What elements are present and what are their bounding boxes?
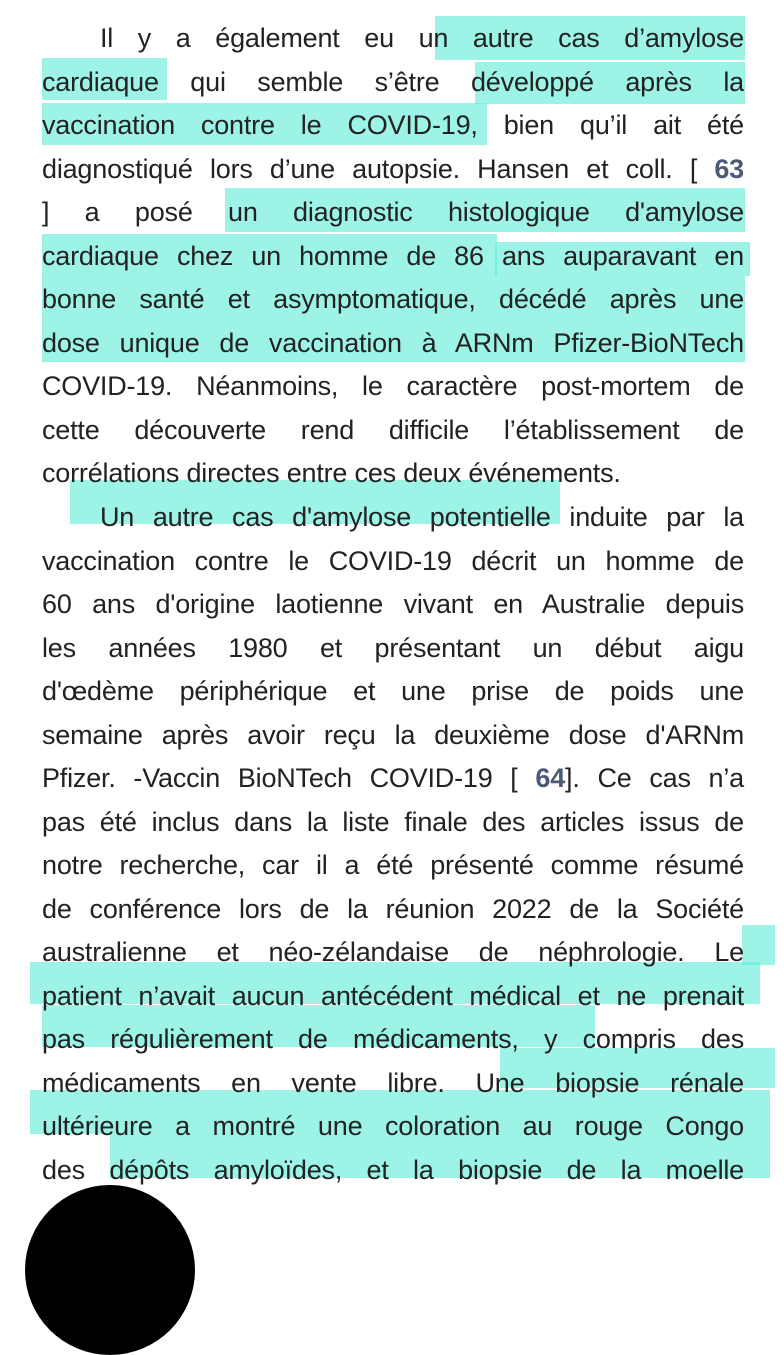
text-line: COVID-19. Néanmoins, le caractère post-mortem de (42, 371, 744, 401)
floating-button[interactable] (25, 1185, 195, 1355)
text-line: diagnostiqué lors d’une autopsie. Hansen et coll. [ 63 (42, 154, 744, 184)
text-line: de conférence lors de la réunion 2022 de la Société (42, 894, 744, 924)
text-line: des dépôts amyloïdes, et la biopsie de la moelle (42, 1155, 744, 1185)
text-line: ultérieure a montré une coloration au rouge Congo (42, 1111, 744, 1141)
text-line: semaine après avoir reçu la deuxième dose d'ARNm (42, 720, 744, 750)
text-line: Pfizer. -Vaccin BioNTech COVID-19 [ 64]. Ce cas n’a (42, 763, 744, 793)
text-line: cardiaque qui semble s’être développé après la (42, 67, 744, 97)
text-line: corrélations directes entre ces deux événements. (42, 458, 621, 488)
text-line: cette découverte rend difficile l’établissement de (42, 415, 744, 445)
text-line: vaccination contre le COVID-19 décrit un homme de (42, 546, 744, 576)
text-line: pas été inclus dans la liste finale des articles issus de (42, 807, 744, 837)
reference-link-64[interactable]: 64 (535, 763, 566, 793)
text-line: pas régulièrement de médicaments, y compris des (42, 1024, 744, 1054)
text-line: ] a posé un diagnostic histologique d'amylose (42, 197, 744, 227)
text-line: médicaments en vente libre. Une biopsie rénale (42, 1068, 744, 1098)
text-line: Il y a également eu un autre cas d’amylose (100, 23, 744, 53)
text-line: notre recherche, car il a été présenté comme résumé (42, 850, 744, 880)
text-line: vaccination contre le COVID-19, bien qu’il ait été (42, 110, 744, 140)
text-line: patient n’avait aucun antécédent médical et ne prenait (42, 981, 744, 1011)
text-line: 60 ans d'origine laotienne vivant en Australie depuis (42, 589, 744, 619)
text-line: les années 1980 et présentant un début aigu (42, 633, 744, 663)
text-line: d'œdème périphérique et une prise de poids une (42, 676, 744, 706)
text-line: cardiaque chez un homme de 86 ans auparavant en (42, 241, 744, 271)
text-line: australienne et néo-zélandaise de néphrologie. Le (42, 937, 744, 967)
reference-link-63[interactable]: 63 (714, 154, 744, 184)
highlight (742, 925, 775, 965)
text-line: bonne santé et asymptomatique, décédé après une (42, 284, 744, 314)
text-line: Un autre cas d'amylose potentielle induite par la (100, 502, 744, 532)
text-line: dose unique de vaccination à ARNm Pfizer-BioNTech (42, 328, 744, 358)
